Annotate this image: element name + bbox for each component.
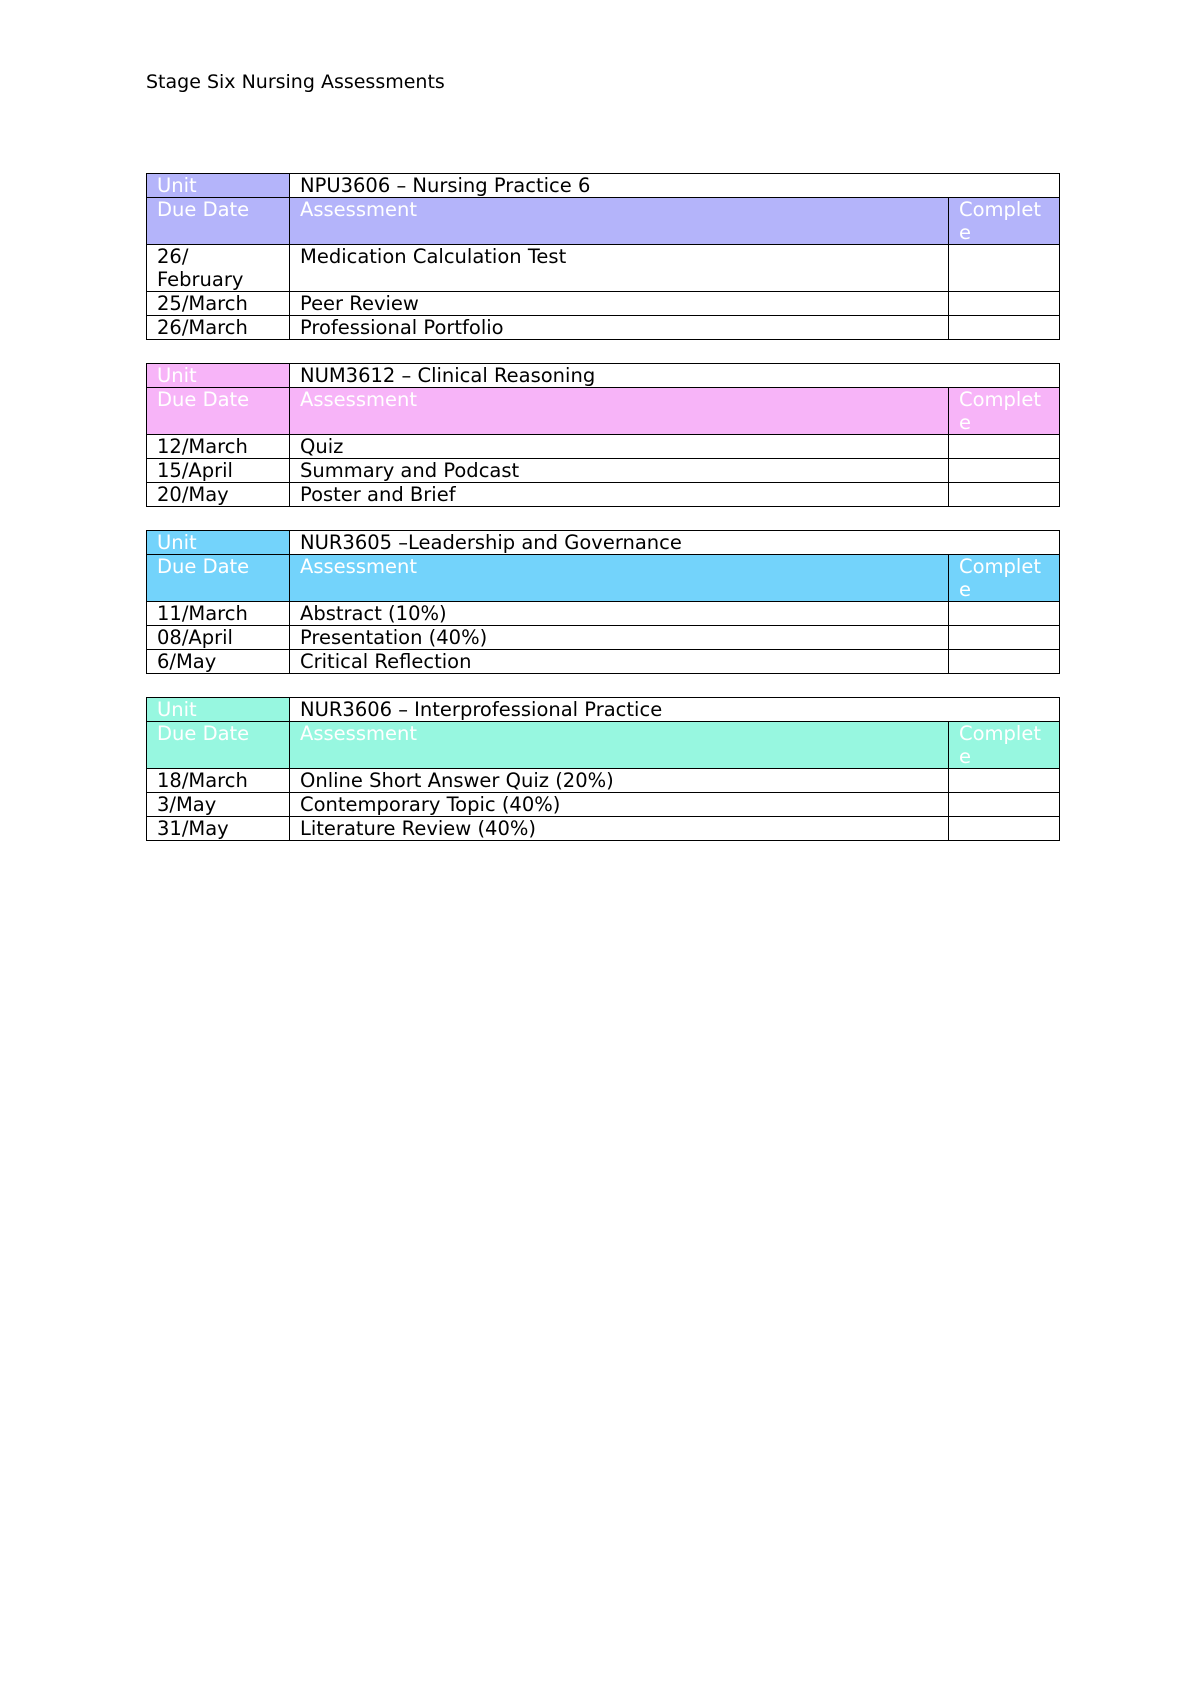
due-date-cell: 20/May — [147, 483, 290, 507]
unit-table-npu3606 — [146, 173, 1060, 340]
due-date-cell: 12/March — [147, 435, 290, 459]
unit-title: NUR3605 –Leadership and Governance — [290, 531, 1060, 555]
header-row — [147, 722, 1060, 769]
table-row — [147, 435, 1060, 459]
complete-header: Complete — [948, 388, 1059, 435]
unit-label: Unit — [147, 174, 290, 198]
complete-cell[interactable] — [948, 435, 1059, 459]
assessment-cell: Contemporary Topic (40%) — [290, 793, 949, 817]
table-row — [147, 459, 1060, 483]
assessment-cell: Critical Reflection — [290, 650, 949, 674]
due-date-cell: 26/March — [147, 316, 290, 340]
table-row — [147, 292, 1060, 316]
table-row — [147, 602, 1060, 626]
complete-cell[interactable] — [948, 602, 1059, 626]
unit-table-nur3606 — [146, 697, 1060, 841]
assessment-cell: Online Short Answer Quiz (20%) — [290, 769, 949, 793]
unit-row — [147, 698, 1060, 722]
table-row — [147, 769, 1060, 793]
complete-header: Complete — [948, 198, 1059, 245]
table-row — [147, 817, 1060, 841]
header-row — [147, 388, 1060, 435]
assessment-cell: Literature Review (40%) — [290, 817, 949, 841]
assessment-header: Assessment — [290, 198, 949, 245]
due-date-header: Due Date — [147, 198, 290, 245]
due-date-cell: 15/April — [147, 459, 290, 483]
unit-table-nur3605 — [146, 530, 1060, 674]
assessment-cell: Presentation (40%) — [290, 626, 949, 650]
complete-cell[interactable] — [948, 483, 1059, 507]
header-row — [147, 198, 1060, 245]
unit-label: Unit — [147, 698, 290, 722]
assessment-tables — [146, 173, 1060, 864]
assessment-header: Assessment — [290, 388, 949, 435]
due-date-cell: 11/March — [147, 602, 290, 626]
complete-header: Complete — [948, 722, 1059, 769]
assessment-cell: Peer Review — [290, 292, 949, 316]
complete-cell[interactable] — [948, 292, 1059, 316]
due-date-cell: 25/March — [147, 292, 290, 316]
unit-row — [147, 364, 1060, 388]
assessment-header: Assessment — [290, 722, 949, 769]
assessment-cell: Abstract (10%) — [290, 602, 949, 626]
unit-label: Unit — [147, 531, 290, 555]
page-title: Stage Six Nursing Assessments — [146, 71, 445, 93]
header-row — [147, 555, 1060, 602]
table-row — [147, 245, 1060, 292]
assessment-cell: Quiz — [290, 435, 949, 459]
table-row — [147, 316, 1060, 340]
unit-table-num3612 — [146, 363, 1060, 507]
due-date-cell: 3/May — [147, 793, 290, 817]
table-row — [147, 483, 1060, 507]
complete-cell[interactable] — [948, 793, 1059, 817]
unit-title: NUR3606 – Interprofessional Practice — [290, 698, 1060, 722]
complete-cell[interactable] — [948, 769, 1059, 793]
unit-title: NPU3606 – Nursing Practice 6 — [290, 174, 1060, 198]
table-row — [147, 793, 1060, 817]
assessment-cell: Poster and Brief — [290, 483, 949, 507]
complete-cell[interactable] — [948, 245, 1059, 292]
complete-cell[interactable] — [948, 316, 1059, 340]
due-date-cell: 08/April — [147, 626, 290, 650]
due-date-header: Due Date — [147, 555, 290, 602]
assessment-cell: Medication Calculation Test — [290, 245, 949, 292]
complete-header: Complete — [948, 555, 1059, 602]
due-date-cell: 26/ February — [147, 245, 290, 292]
unit-row — [147, 174, 1060, 198]
unit-title: NUM3612 – Clinical Reasoning — [290, 364, 1060, 388]
table-row — [147, 650, 1060, 674]
due-date-header: Due Date — [147, 388, 290, 435]
due-date-cell: 31/May — [147, 817, 290, 841]
complete-cell[interactable] — [948, 817, 1059, 841]
unit-row — [147, 531, 1060, 555]
due-date-header: Due Date — [147, 722, 290, 769]
complete-cell[interactable] — [948, 626, 1059, 650]
assessment-header: Assessment — [290, 555, 949, 602]
complete-cell[interactable] — [948, 650, 1059, 674]
table-row — [147, 626, 1060, 650]
unit-label: Unit — [147, 364, 290, 388]
due-date-cell: 18/March — [147, 769, 290, 793]
complete-cell[interactable] — [948, 459, 1059, 483]
due-date-cell: 6/May — [147, 650, 290, 674]
assessment-cell: Professional Portfolio — [290, 316, 949, 340]
assessment-cell: Summary and Podcast — [290, 459, 949, 483]
